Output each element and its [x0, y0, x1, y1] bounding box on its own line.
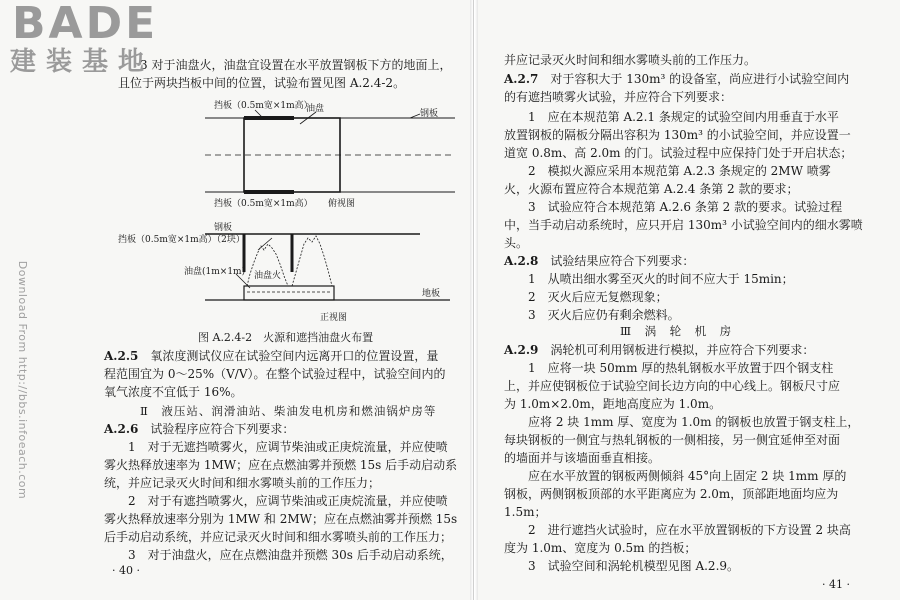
- clause-a28-item-1: 1 从喷出细水雾至灭火的时间不应大于 15min；: [528, 272, 794, 286]
- clause-a29-para2-line-2: 每块钢板的一侧宜与热轧钢板的一侧相接，另一侧宜延伸至对面: [504, 433, 841, 447]
- top-view-label-baffle-top: 挡板（0.5m宽×1m高）: [214, 101, 313, 111]
- clause-a26-number: A.2.6: [104, 422, 139, 436]
- figure-front-view: [0, 222, 470, 326]
- front-view-flame-right: [292, 236, 332, 286]
- clause-a27-text-1: 对于容积大于 130m³ 的设备室，尚应进行小试验空间内: [550, 72, 850, 86]
- clause-a27-1-line-2: 放置钢板的隔板分隔出容积为 130m³ 的小试验空间，并应设置一: [504, 128, 851, 142]
- right-page: [478, 0, 900, 600]
- page-number-right: · 41 ·: [822, 578, 850, 591]
- watermark-url: Download From http://bbs.infoeach.com: [16, 260, 29, 500]
- clause-a26-heading: [104, 420, 294, 438]
- clause-a25-line-1: [104, 347, 438, 365]
- front-view-oil-pan: [244, 286, 334, 300]
- clause-a27-line-1: [504, 70, 849, 88]
- clause-a29-2-line-1: 2 进行遮挡火试验时，应在水平放置钢板的下方设置 2 块高: [528, 523, 851, 537]
- clause-a28-heading: [504, 252, 694, 270]
- clause-a26-head-text: 试验程序应符合下列要求：: [150, 422, 295, 436]
- clause-a26-1-line-1: 1 对于无遮挡喷雾火，应调节柴油或正庚烷流量，并应使喷: [128, 440, 448, 454]
- clause-a27-3-line-2: 中，当手动启动系统时，应只开启 130m³ 小试验空间内的细水雾喷: [504, 218, 863, 232]
- clause-a26-2-line-3: 后手动启动系统，并应记录灭火时间和细水雾喷头前的工作压力；: [104, 530, 453, 544]
- clause-a26-1-line-2: 雾火热释放速率为 1MW；应在点燃油雾并预燃 15s 后手动启动系: [104, 458, 458, 472]
- clause-a26-3-line-1: 3 对于油盘火，应在点燃油盘并预燃 30s 后手动启动系统，: [128, 548, 453, 562]
- top-view-label-plate: 钢板: [420, 109, 439, 119]
- clause-a29-head-text: 涡轮机可利用钢板进行模拟，并应符合下列要求：: [550, 343, 815, 357]
- front-view-label-plate: 钢板: [214, 223, 233, 233]
- top-view-leader-plate: [410, 114, 420, 118]
- front-view-label-floor: 地板: [422, 289, 441, 299]
- page-number-left: · 40 ·: [112, 564, 140, 577]
- book-gutter: [470, 0, 478, 600]
- clause-a29-para3-line-1: 应在水平放置的钢板两侧倾斜 45°向上固定 2 块 1mm 厚的: [528, 469, 847, 483]
- top-view-title: 俯视图: [328, 199, 356, 209]
- clause-a25-line-3: 氧气浓度不宜低于 16%。: [104, 385, 243, 399]
- clause-a27-1-line-3: 道宽 0.8m、高 2.0m 的门。试验过程中应保持门处于开启状态；: [504, 146, 853, 160]
- section-II-heading: Ⅱ 液压站、润滑油站、柴油发电机房和燃油锅炉房等: [140, 404, 437, 418]
- clause-a29-heading: [504, 341, 814, 359]
- clause-a27-3-line-3: 头。: [504, 236, 529, 250]
- clause-a29-number: A.2.9: [504, 343, 539, 357]
- clause-a29-1-line-1: 1 应将一块 50mm 厚的热轧钢板水平放置于四个钢支柱: [528, 361, 834, 375]
- figure-caption: 图 A.2.4-2 火源和遮挡油盘火布置: [198, 331, 374, 344]
- logo-subtitle: 建装基地: [10, 47, 155, 77]
- front-view-label-oilpan: 油盘(1m×1m): [184, 267, 246, 277]
- continuation-line: 并应记录灭火时间和细水雾喷头前的工作压力。: [504, 53, 757, 67]
- clause-a27-2-line-2: 火，火源布置应符合本规范第 A.2.4 条第 2 款的要求；: [504, 182, 799, 196]
- clause-a26-2-line-1: 2 对于有遮挡喷雾火，应调节柴油或正庚烷流量，并应使喷: [128, 494, 448, 508]
- clause-a28-item-3: 3 灭火后应仍有剩余燃料。: [528, 308, 680, 322]
- clause-a29-2-line-2: 度为 1.0m、宽度为 0.5m 的挡板；: [504, 541, 697, 555]
- clause-a29-1-line-3: 为 1.0m×2.0m，距地高度应为 1.0m。: [504, 397, 722, 411]
- intro-line-2: 且位于两块挡板中间的位置，试验布置见图 A.2.4-2。: [118, 76, 406, 90]
- clause-a27-number: A.2.7: [504, 72, 539, 86]
- clause-a29-1-line-2: 上，并应使钢板位于试验空间长边方向的中心线上。钢板尺寸应: [504, 379, 841, 393]
- clause-a26-2-line-2: 雾火热释放速率分别为 1MW 和 2MW；应在点燃油雾并预燃 15s: [104, 512, 458, 526]
- clause-a29-para3-line-2: 钢板，两侧钢板顶部的水平距离应为 2.0m，顶部距地面均应为: [504, 487, 839, 501]
- book-spine-line: [473, 0, 474, 600]
- clause-a28-head-text: 试验结果应符合下列要求：: [550, 254, 695, 268]
- figure-top-view: [0, 92, 470, 222]
- top-view-leader-baffle: [255, 110, 262, 117]
- top-view-label-oilpan: 油盘: [306, 104, 325, 114]
- clause-a28-number: A.2.8: [504, 254, 539, 268]
- clause-a25-line-2: 程范围宜为 0～25%（V/V）。在整个试验过程中，试验空间内的: [104, 367, 446, 381]
- clause-a29-para2-line-1: 应将 2 块 1mm 厚、宽度为 1.0m 的钢板也放置于钢支柱上，: [528, 415, 860, 429]
- front-view-label-baffle: 挡板（0.5m宽×1m高）（2块）: [118, 235, 245, 245]
- clause-a25-text-1: 氧浓度测试仪应在试验空间内远离开口的位置设置，量: [150, 349, 439, 363]
- clause-a27-2-line-1: 2 模拟火源应采用本规范第 A.2.3 条规定的 2MW 喷雾: [528, 164, 831, 178]
- clause-a27-line-2: 的有遮挡喷雾火试验，并应符合下列要求：: [504, 90, 733, 104]
- intro-line-1: 3 对于油盘火，油盘宜设置在水平放置钢板下方的地面上，: [140, 58, 452, 72]
- top-view-label-baffle-bottom: 挡板（0.5m宽×1m高）: [214, 199, 313, 209]
- clause-a25-number: A.2.5: [104, 349, 139, 363]
- section-III-heading: Ⅲ 涡 轮 机 房: [620, 324, 733, 338]
- clause-a29-3: 3 试验空间和涡轮机模型见图 A.2.9。: [528, 559, 740, 573]
- clause-a26-1-line-3: 统，并应记录灭火时间和细水雾喷头前的工作压力；: [104, 476, 381, 490]
- clause-a28-item-2: 2 灭火后应无复燃现象；: [528, 290, 668, 304]
- clause-a27-3-line-1: 3 试验应符合本规范第 A.2.6 条第 2 款的要求。试验过程: [528, 200, 843, 214]
- logo-bade: BADE: [12, 0, 159, 49]
- clause-a27-1-line-1: 1 应在本规范第 A.2.1 条规定的试验空间内用垂直于水平: [528, 110, 839, 124]
- clause-a29-para2-line-3: 的墙面并与该墙面垂直相接。: [504, 451, 661, 465]
- front-view-label-fire: 油盘火: [254, 271, 282, 281]
- clause-a29-para3-line-3: 1.5m；: [504, 505, 547, 519]
- front-view-title: 正视图: [320, 313, 348, 323]
